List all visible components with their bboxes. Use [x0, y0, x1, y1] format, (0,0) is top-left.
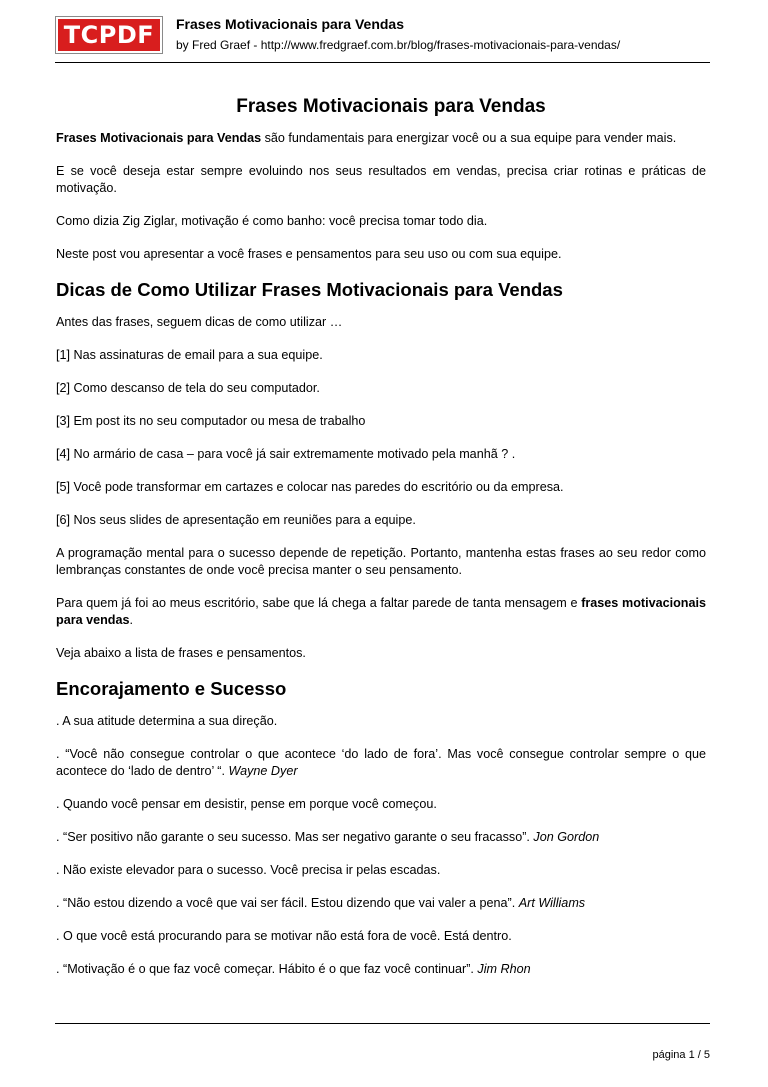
intro-text: são fundamentais para energizar você ou a sua equipe para vender mais. [261, 131, 677, 145]
tip-item: [6] Nos seus slides de apresentação em reuniões para a equipe. [56, 513, 416, 527]
header-title: Frases Motivacionais para Vendas [176, 16, 404, 32]
quote-author: Jim Rhon [477, 962, 531, 976]
tip-item: [4] No armário de casa – para você já sair extremamente motivado pela manhã ? . [56, 447, 516, 461]
section-heading-encorajamento: Encorajamento e Sucesso [56, 678, 287, 699]
quote-item: . O que você está procurando para se motivar não está fora de você. Está dentro. [56, 929, 512, 943]
logo-text: TCPDF [63, 21, 155, 49]
intro-paragraph-2: E se você deseja estar sempre evoluindo nos seus resultados em vendas, precisa criar rotinas e práticas de motivação. [56, 164, 706, 195]
escritorio-text: Para quem já foi ao meus escritório, sabe que lá chega a faltar parede de tanta mensagem e [56, 596, 582, 610]
quote-item: . Quando você pensar em desistir, pense em porque você começou. [56, 797, 437, 811]
quote-item: . Não existe elevador para o sucesso. Você precisa ir pelas escadas. [56, 863, 441, 877]
document-body [56, 96, 706, 994]
page-number: página 1 / 5 [652, 1049, 710, 1061]
quote-text: . “Você não consegue controlar o que acontece ‘do lado de fora’. Mas você consegue controlar sempre o que acontece do ‘lado de dentro’ “. [56, 747, 706, 778]
section-lead: Antes das frases, seguem dicas de como utilizar … [56, 315, 343, 329]
paragraph-escritorio [56, 595, 706, 629]
tip-item: [2] Como descanso de tela do seu computador. [56, 381, 320, 395]
tip-item: [5] Você pode transformar em cartazes e colocar nas paredes do escritório ou da empresa. [56, 480, 564, 494]
tip-item: [3] Em post its no seu computador ou mesa de trabalho [56, 414, 366, 428]
header-byline: by Fred Graef - http://www.fredgraef.com.br/blog/frases-motivacionais-para-vendas/ [176, 38, 621, 52]
quote-item: . A sua atitude determina a sua direção. [56, 714, 278, 728]
quote-text: . “Motivação é o que faz você começar. Hábito é o que faz você continuar”. [56, 962, 478, 976]
quote-author: Jon Gordon [533, 830, 600, 844]
quote-text: . “Ser positivo não garante o seu sucesso. Mas ser negativo garante o seu fracasso”. [56, 830, 534, 844]
escritorio-end: . [129, 613, 134, 627]
quote-author: Wayne Dyer [228, 764, 298, 778]
escritorio-bold-phrase: frases motivacionais para vendas [56, 596, 706, 627]
intro-bold-phrase: Frases Motivacionais para Vendas [56, 131, 262, 145]
intro-paragraph-3: Como dizia Zig Ziglar, motivação é como banho: você precisa tomar todo dia. [56, 214, 488, 228]
section-heading-dicas: Dicas de Como Utilizar Frases Motivacionais para Vendas [56, 279, 563, 300]
header-divider [55, 62, 710, 63]
quote-author: Art Williams [518, 896, 586, 910]
paragraph-lista: Veja abaixo a lista de frases e pensamentos. [56, 646, 306, 660]
document-title: Frases Motivacionais para Vendas [236, 96, 546, 117]
paragraph-repeticao: A programação mental para o sucesso depende de repetição. Portanto, mantenha estas frases ao seu redor como lembranças constantes de onde você precisa manter o seu pensamento. [56, 546, 706, 577]
tcpdf-logo [55, 16, 163, 54]
intro-paragraph-1 [56, 130, 706, 147]
quote-item [56, 895, 706, 912]
quote-item [56, 961, 706, 978]
quote-item [56, 746, 706, 780]
quote-item [56, 829, 706, 846]
tip-item: [1] Nas assinaturas de email para a sua equipe. [56, 348, 323, 362]
quote-text: . “Não estou dizendo a você que vai ser fácil. Estou dizendo que vai valer a pena”. [56, 896, 519, 910]
page-header [55, 14, 710, 58]
footer-divider [55, 1023, 710, 1024]
intro-paragraph-4: Neste post vou apresentar a você frases e pensamentos para seu uso ou com sua equipe. [56, 247, 562, 261]
